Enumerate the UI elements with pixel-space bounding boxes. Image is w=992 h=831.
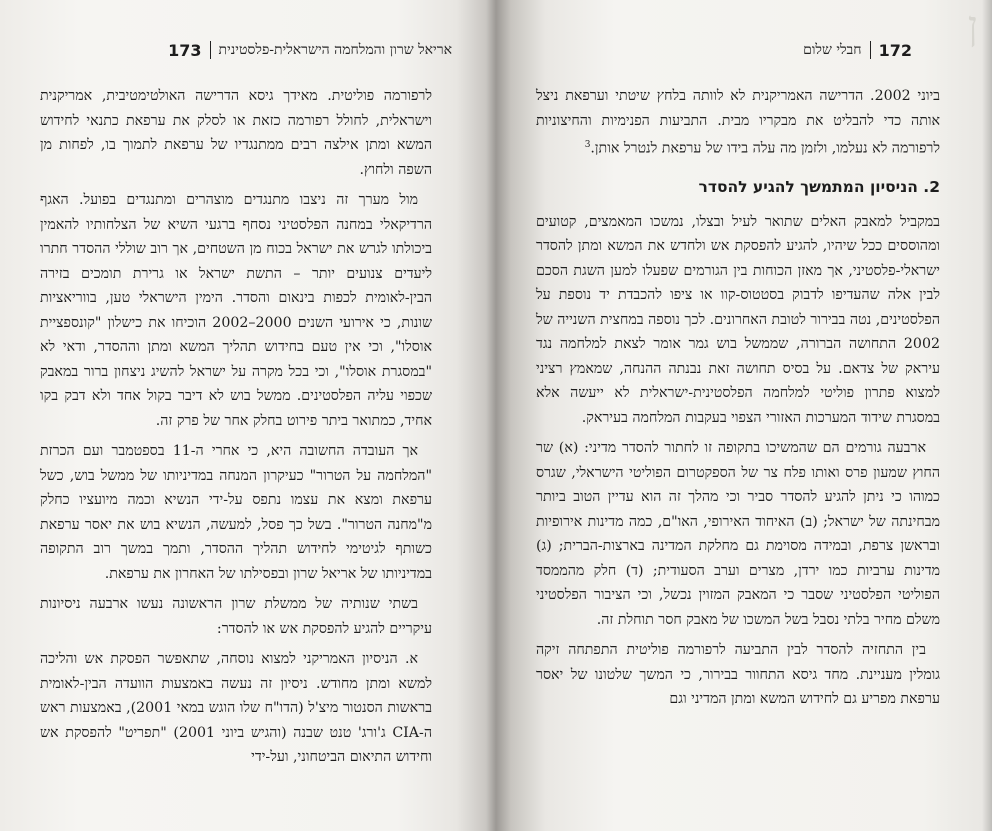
page-number: 172 bbox=[878, 40, 912, 60]
paragraph: במקביל למאבק האלים שתואר לעיל ובצלו, נמשכו המאמצים, קטועים ומהוססים ככל שיהיו, להגיע להפסקת אש ולחדש את המשא ומתן להסדר ישראלי-פלסטיני, אך מאזן הכוחות בין הגורמים שפעלו למען השגת הסכם לבין אלה שהעדיפו לדבוק בסטטוס-קוו או ציפו להכבדת יד נוספת על הפלסטינים, נטה בבירור לטובת האחרונים. לכך נוספה במחצית השנייה של 2002 התחושה הברורה, שממשל בוש גמר אומר לצאת למלחמה נגד עיראק של צדאם. על בסיס תחושה זאת נבנתה ההנחה, שמאמץ רציני למצוא פתרון פוליטי למלחמה הפלסטינית-ישראלית לא ייעשה אלא במסגרת שידוד המערכות האזורי הצפוי בעקבות המלחמה בעיראק. bbox=[536, 213, 940, 426]
footnote-mark: 3 bbox=[584, 140, 591, 150]
paragraph: בשתי שנותיה של ממשלת שרון הראשונה נעשו ארבעה ניסיונות עיקריים להגיע להפסקת אש או להסדר: bbox=[40, 596, 432, 637]
running-head-left bbox=[40, 38, 452, 62]
running-head-title: חבלי שלום bbox=[803, 41, 862, 58]
paragraph: לרפורמה פוליטית. מאידך גיסא הדרישה האולטימטיבית, אמריקנית וישראלית, לחולל רפורמה כזאת או לסלק את ערפאת כתנאי לחידוש המשא ומתן אילצה רבים ממתנגדיו של ערפאת לתמוך בו, לפחות מן השפה ולחוץ. bbox=[40, 88, 432, 178]
right-page bbox=[500, 0, 992, 831]
running-head-right bbox=[510, 38, 912, 62]
left-page-body bbox=[40, 84, 432, 776]
paragraph: בין התחזיה להסדר לבין התביעה לרפורמה פוליטית התפתחה זיקה גומלין מעניינת. מחד גיסא התחוור בבירור, כי המשך שלטונו של יאסר ערפאת מפריע גם לחידוש המשא ומתן המדיני וגם bbox=[536, 642, 940, 708]
right-page-body bbox=[536, 84, 940, 718]
paragraph: ארבעה גורמים הם שהמשיכו בתקופה זו לחתור להסדר מדיני: (א) שר החוץ שמעון פרס ואותו פלח צר של הספקטרום הפוליטי הישראלי, שגרס כמוהו כי ניתן להגיע להסדר סביר וכי מהלך זה הוא עדיין הטוב ביותר מבחינתה של ישראל; (ב) האיחוד האירופי, האו"ם, כמה מדינות אירופיות ובראשן צרפת, ובמידה מסוימת גם מחלקת המדינה בארצות-הברית; (ג) מדינות ערביות כמו ירדן, מצרים וערב הסעודית; (ד) חלק מהממסד הפוליטי הפלסטיני שסבר כי המאבק המזוין נכשל, וכי הציבור הפלסטיני משלם מחיר בלתי נסבל בשל המשכו של מאבק חסר תוחלת זה. bbox=[536, 440, 940, 628]
paragraph bbox=[536, 84, 940, 161]
paragraph: מול מערך זה ניצבו מתנגדים מוצהרים ומתנגדים בפועל. האגף הרדיקאלי במחנה הפלסטיני נסחף ברגעי השיא של הצלחותיו להאמין ביכולתו לגרש את ישראל בכוח מן השטחים, אך רוב שוללי ההסדר חתרו ליעדים צנועים יותר – התשת ישראל או גרירת תומכים בזירה הבין-לאומית לכפות בינאום והסדר. הימין הישראלי טען, בווריאציות שונות, כי אירועי השנים 2000–2002 הוכיחו את כישלון "קונספציית אוסלו", וכי אין טעם בחידוש תהליך המשא ומתן וההסדר, ודאי לא "במסגרת אוסלו", וכי בכל מקרה על ישראל להשיג ניצחון ברור במאבק שכפוי עליה הפלסטינים. ממשל בוש לא דיבר בקול אחד ולא דבק בקו אחיד, כמתואר ביתר פירוט בחלק אחר של פרק זה. bbox=[40, 192, 432, 429]
running-head-title: אריאל שרון והמלחמה הישראלית-פלסטינית bbox=[218, 41, 452, 58]
left-page bbox=[0, 0, 470, 831]
paragraph: א. הניסיון האמריקני למצוא נוסחה, שתאפשר הפסקת אש והליכה למשא ומתן מחודש. ניסיון זה נעשה באמצעות הוועדה הבין-לאומית בראשות הסנטור מיצ'ל (הדו"ח שלו הוגש במאי 2001), באמצעות ראש ה-CIA ג'ורג' טנט שבנה (והגיש ביוני 2001) "תפריט" להפסקת אש וחידוש התיאום הביטחוני, ועל-ידי bbox=[40, 651, 432, 765]
header-divider bbox=[870, 41, 871, 59]
section-heading: 2. הניסיון המתמשך להגיע להסדר bbox=[698, 178, 940, 197]
page-corner-mark: ן bbox=[967, 3, 978, 49]
paragraph-text: ביוני 2002. הדרישה האמריקנית לא לוותה בלחץ שיטתי וערפאת ניצל אותה כדי להבליט את מבקריו מבית. התביעות הפנימיות והחיצוניות לרפורמה לא נעלמו, ולזמן מה עלה בידו של ערפאת לנטרל אותן. bbox=[536, 88, 941, 157]
header-divider bbox=[210, 41, 211, 59]
page-number: 173 bbox=[168, 40, 202, 60]
paragraph: אך העובדה החשובה היא, כי אחרי ה-11 בספטמבר ועם הכרזת "המלחמה על הטרור" כעיקרון המנחה במדיניותו של ממשל בוש, כשל ערפאת ומצא את עצמו נתפס על-ידי הנשיא וכמה מיועציו כחלק מ"מחנה הטרור". בשל כך פסל, למעשה, הנשיא בוש את יאסר ערפאת כשותף לגיטימי לחידוש תהליך ההסדר, ותמך במשך רוב התקופה במדיניותו של אריאל שרון ובפסילתו של האחרון את ערפאת. bbox=[40, 443, 432, 582]
